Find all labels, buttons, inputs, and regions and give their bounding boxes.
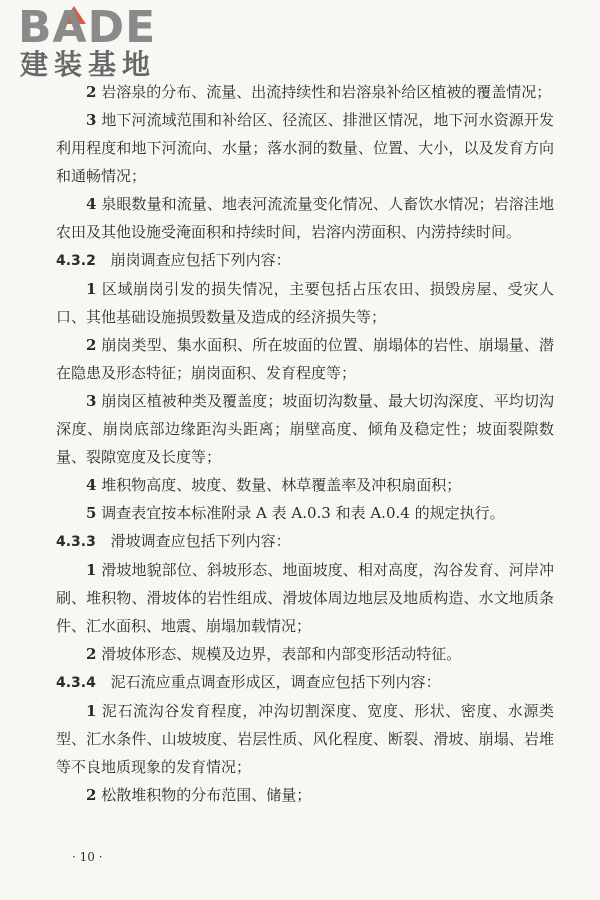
section-number: 4.3.4 — [56, 675, 96, 691]
logo-subtitle: 建装基地 — [20, 48, 157, 81]
item-2-landslide-shape — [56, 640, 554, 668]
item-text: 泉眼数量和流量、地表河流流量变化情况、人畜饮水情况；岩溶洼地农田及其他设施受淹面积和持续时间，岩溶内涝面积、内涝持续时间。 — [56, 195, 554, 241]
item-text: 松散堆积物的分布范围、储量； — [101, 786, 312, 804]
section-text: 泥石流应重点调查形成区，调查应包括下列内容： — [110, 673, 441, 691]
section-number: 4.3.3 — [56, 534, 96, 550]
item-3-underground-river — [56, 106, 554, 190]
item-number: 1 — [86, 561, 97, 579]
section-4-3-3 — [56, 527, 554, 556]
item-text: 崩岗区植被种类及覆盖度；坡面切沟数量、最大切沟深度、平均切沟深度、崩岗底部边缘距沟头距离；崩壁高度、倾角及稳定性；坡面裂隙数量、裂隙宽度及长度等； — [56, 392, 554, 466]
item-1-debris-flow-gully — [56, 697, 554, 781]
item-number: 4 — [86, 195, 97, 213]
item-number: 5 — [86, 504, 97, 522]
item-3-vegetation — [56, 387, 554, 471]
item-4-deposits — [56, 471, 554, 499]
section-text: 滑坡调查应包括下列内容： — [110, 532, 291, 550]
item-text: 崩岗类型、集水面积、所在坡面的位置、崩塌体的岩性、崩塌量、潜在隐患及形态特征；崩岗面积、发育程度等； — [56, 336, 554, 382]
item-5-survey-table — [56, 499, 554, 527]
item-number: 1 — [86, 280, 97, 298]
item-text: 泥石流沟谷发育程度，冲沟切割深度、宽度、形状、密度、水源类型、汇水条件、山坡坡度、岩层性质、风化程度、断裂、滑坡、崩塌、岩堆等不良地质现象的发育情况； — [56, 702, 554, 776]
document-body — [56, 78, 554, 809]
section-4-3-4 — [56, 668, 554, 697]
item-1-regional-loss — [56, 275, 554, 331]
page-number: · 10 · — [72, 850, 103, 864]
item-number: 4 — [86, 476, 97, 494]
item-text: 滑坡体形态、规模及边界，表部和内部变形活动特征。 — [101, 645, 462, 663]
section-4-3-2 — [56, 246, 554, 275]
section-text: 崩岗调查应包括下列内容： — [110, 251, 291, 269]
item-text: 滑坡地貌部位、斜坡形态、地面坡度、相对高度，沟谷发育、河岸冲刷、堆积物、滑坡体的岩性组成、滑坡体周边地层及地质构造、水文地质条件、汇水面积、地震、崩塌加载情况； — [56, 561, 554, 635]
item-number: 2 — [86, 336, 97, 354]
item-text: 地下河流域范围和补给区、径流区、排泄区情况，地下河水资源开发利用程度和地下河流向、水量；落水洞的数量、位置、大小，以及发育方向和通畅情况； — [56, 111, 554, 185]
item-2-karst-spring — [56, 78, 554, 106]
item-2-loose-deposits — [56, 781, 554, 809]
item-1-landslide-terrain — [56, 556, 554, 640]
item-number: 3 — [86, 111, 97, 129]
logo — [18, 2, 173, 84]
item-number: 3 — [86, 392, 97, 410]
item-text: 区域崩岗引发的损失情况，主要包括占压农田、损毁房屋、受灾人口、其他基础设施损毁数量及造成的经济损失等； — [56, 280, 554, 326]
section-number: 4.3.2 — [56, 253, 96, 269]
item-number: 2 — [86, 645, 97, 663]
logo-title: BADE — [18, 2, 157, 53]
item-number: 2 — [86, 786, 97, 804]
item-text: 岩溶泉的分布、流量、出流持续性和岩溶泉补给区植被的覆盖情况； — [101, 83, 552, 101]
item-text: 调查表宜按本标准附录 A 表 A.0.3 和表 A.0.4 的规定执行。 — [101, 504, 505, 522]
item-number: 2 — [86, 83, 97, 101]
item-2-collapse-type — [56, 331, 554, 387]
item-number: 1 — [86, 702, 97, 720]
item-4-spring-eyes — [56, 190, 554, 246]
item-text: 堆积物高度、坡度、数量、林草覆盖率及冲积扇面积； — [101, 476, 462, 494]
